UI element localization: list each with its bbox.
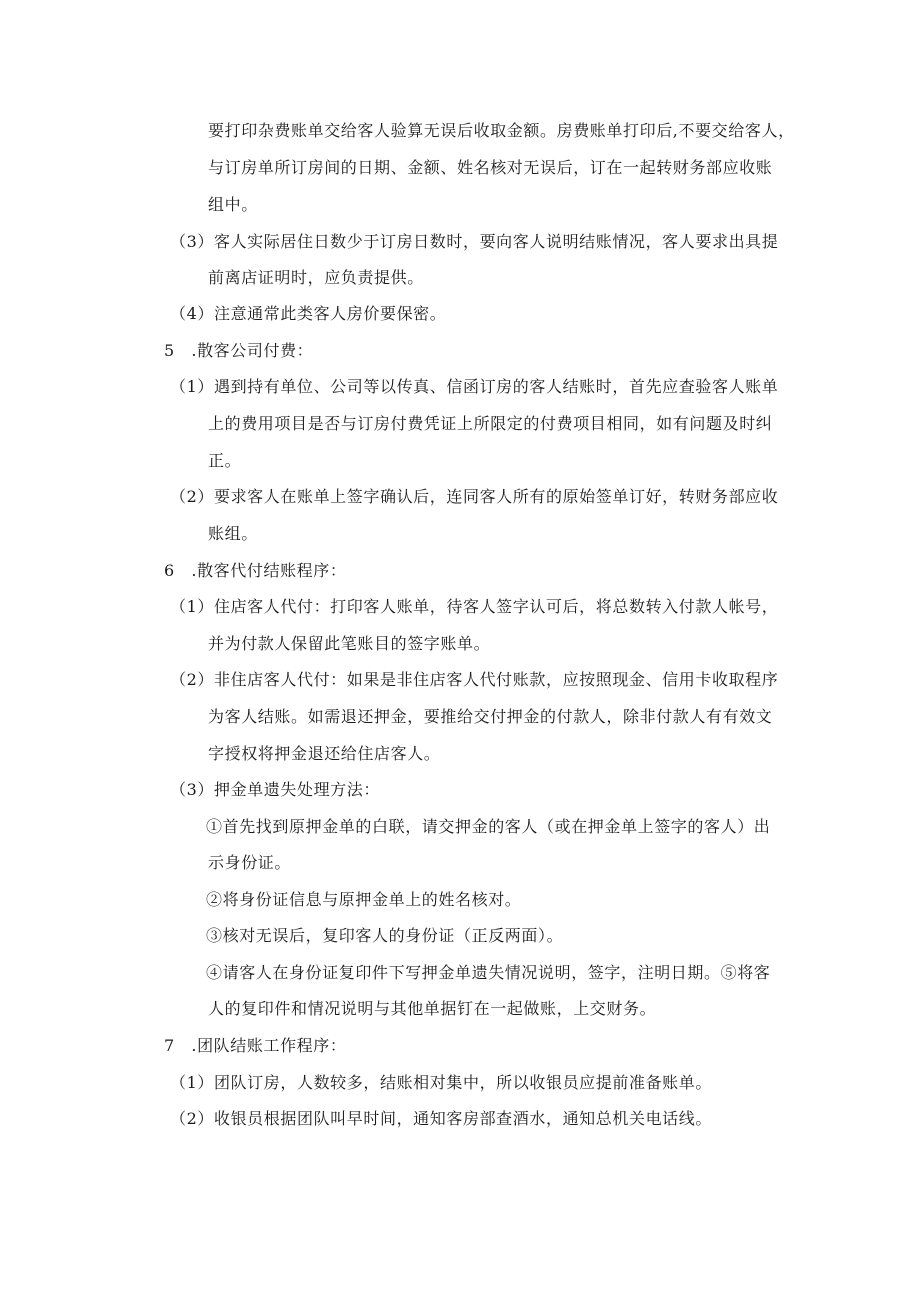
text-line: 上的费用项目是否与订房付费凭证上所限定的付费项目相同，如有问题及时纠 — [208, 414, 773, 433]
list-item: （2）要求客人在账单上签字确认后，连同客人所有的原始签单订好，转财务部应收 — [170, 487, 779, 506]
sub-item: ④请客人在身份证复印件下写押金单遗失情况说明，签字，注明日期。⑤将客 — [206, 963, 771, 982]
section-heading: 5 .散客公司付费： — [164, 341, 314, 360]
text-line: 为客人结账。如需退还押金，要推给交付押金的付款人，除非付款人有有效文 — [208, 707, 773, 726]
list-item: （1）遇到持有单位、公司等以传真、信函订房的客人结账时，首先应查验客人账单 — [170, 377, 779, 396]
section-heading: 6 .散客代付结账程序： — [164, 561, 347, 580]
text-line: 正。 — [208, 451, 242, 470]
section-heading: 7 .团队结账工作程序： — [164, 1036, 347, 1055]
text-line: 前离店证明时，应负责提供。 — [208, 268, 424, 287]
text-line: 账组。 — [208, 524, 258, 543]
list-item: （2）收银员根据团队叫早时间，通知客房部查酒水，通知总机关电话线。 — [170, 1109, 712, 1128]
sub-item: ③核对无误后，复印客人的身份证（正反两面）。 — [206, 926, 564, 945]
sub-item: ①首先找到原押金单的白联，请交押金的客人（或在押金单上签字的客人）出 — [206, 817, 771, 836]
text-line: 组中。 — [208, 195, 258, 214]
list-item: （1）住店客人代付：打印客人账单，待客人签字认可后，将总数转入付款人帐号， — [170, 597, 779, 616]
sub-item: ②将身份证信息与原押金单上的姓名核对。 — [206, 890, 522, 909]
list-item: （4）注意通常此类客人房价要保密。 — [170, 304, 447, 323]
text-line: 字授权将押金退还给住店客人。 — [208, 744, 441, 763]
text-line: 要打印杂费账单交给客人验算无误后收取金额。房费账单打印后,不要交给客人， — [208, 121, 795, 140]
list-item: （3）押金单遗失处理方法： — [170, 780, 380, 799]
list-item: （3）客人实际居住日数少于订房日数时，要向客人说明结账情况，客人要求出具提 — [170, 232, 779, 251]
text-line: 人的复印件和情况说明与其他单据钉在一起做账，上交财务。 — [208, 999, 657, 1018]
list-item: （1）团队订房，人数较多，结账相对集中，所以收银员应提前准备账单。 — [170, 1073, 712, 1092]
text-line: 并为付款人保留此笔账目的签字账单。 — [208, 634, 491, 653]
list-item: （2）非住店客人代付：如果是非住店客人代付账款，应按照现金、信用卡收取程序 — [170, 670, 779, 689]
text-line: 与订房单所订房间的日期、金额、姓名核对无误后，订在一起转财务部应收账 — [208, 158, 773, 177]
text-line: 示身份证。 — [208, 853, 292, 872]
